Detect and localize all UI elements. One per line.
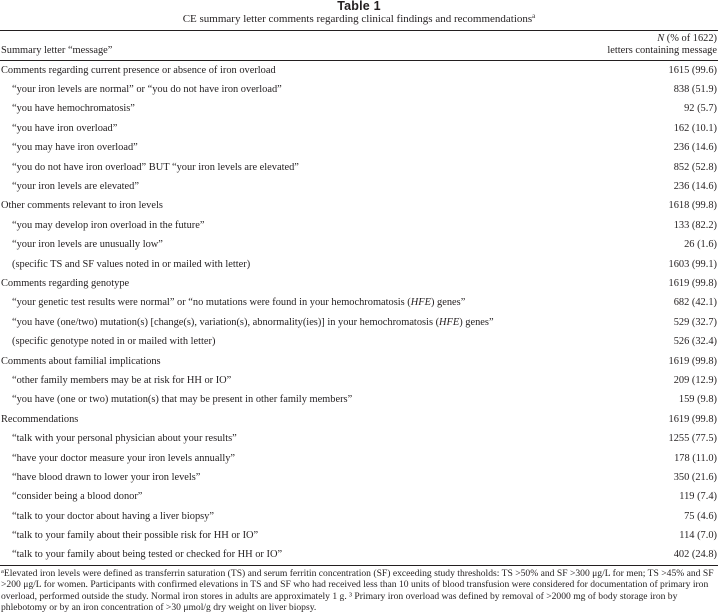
row-count: 526 (32.4)	[673, 336, 717, 348]
table-row	[0, 429, 718, 448]
row-message: “other family members may be at risk for HH or IO”	[12, 374, 232, 386]
table-footnote	[0, 568, 718, 613]
summary-table	[0, 30, 718, 566]
table-row	[0, 391, 718, 410]
row-count: 1619 (99.8)	[668, 355, 717, 367]
row-message: “you have hemochromatosis”	[12, 103, 135, 115]
table-row	[0, 332, 718, 351]
table-row	[0, 546, 718, 566]
row-count: 838 (51.9)	[673, 84, 717, 96]
footnote-text: Elevated iron levels were defined as transferrin saturation (TS) and serum ferritin concentration (SF) exceeding study thresholds: TS >50% and SF >300 μg/L for men; TS >45% and SF >200 μg/L for women. Participants with confirmed elevations in TS and SF who had received less than 10 units of blood transfusion were considered for documentation of primary iron overload, performed outside the study. Normal iron stores in adults are approximately 1 g. ³ Primary iron overload was defined by removal of >2000 mg of body storage iron by phlebotomy or by an iron concentration of >30 μmol/g dry weight on liver biopsy.	[1, 568, 714, 613]
row-message: Comments regarding genotype	[1, 277, 130, 289]
table-row	[0, 80, 718, 99]
table-section-row	[0, 197, 718, 216]
table-section-row	[0, 274, 718, 293]
row-message: Other comments relevant to iron levels	[1, 200, 163, 212]
row-count: 1619 (99.8)	[668, 413, 717, 425]
table-row	[0, 255, 718, 274]
row-message: “you may develop iron overload in the future”	[12, 219, 205, 231]
row-count: 26 (1.6)	[684, 239, 717, 251]
table-section-row	[0, 61, 718, 81]
row-count: 350 (21.6)	[673, 471, 717, 483]
row-message: “talk with your personal physician about your results”	[12, 433, 237, 445]
header-percent-label: (% of 1622)	[664, 33, 717, 44]
table-section-row	[0, 352, 718, 371]
row-message: Comments regarding current presence or absence of iron overload	[1, 64, 276, 76]
row-message: “consider being a blood donor”	[12, 491, 143, 503]
row-count: 159 (9.8)	[678, 394, 717, 406]
table-row	[0, 177, 718, 196]
row-message: “have blood drawn to lower your iron levels”	[12, 471, 201, 483]
row-message: “your iron levels are unusually low”	[12, 239, 163, 251]
table-row	[0, 313, 718, 332]
table-section-row	[0, 410, 718, 429]
header-count-line2: letters containing message	[607, 45, 717, 56]
row-count: 529 (32.7)	[673, 316, 717, 328]
row-count: 1255 (77.5)	[668, 433, 717, 445]
row-count: 852 (52.8)	[673, 161, 717, 173]
header-n-symbol: N	[657, 33, 665, 44]
row-count: 1603 (99.1)	[668, 258, 717, 270]
row-count: 92 (5.7)	[684, 103, 717, 115]
table-row	[0, 294, 718, 313]
table-row	[0, 526, 718, 545]
row-message: (specific TS and SF values noted in or mailed with letter)	[12, 258, 251, 270]
table-row	[0, 139, 718, 158]
row-message: “your genetic test results were normal” or “no mutations were found in your hemochromatosis (HFE) genes”	[12, 297, 466, 309]
row-message: “you have (one or two) mutation(s) that may be present in other family members”	[12, 394, 353, 406]
caption-text: CE summary letter comments regarding clinical findings and recommendations	[182, 13, 533, 25]
table-label: Table 1	[337, 0, 381, 13]
row-count: 1615 (99.6)	[668, 64, 717, 76]
row-message: Recommendations	[1, 413, 79, 425]
table-row	[0, 371, 718, 390]
row-count: 236 (14.6)	[673, 181, 717, 193]
row-count: 236 (14.6)	[673, 142, 717, 154]
gene-symbol: HFE	[410, 297, 431, 309]
table-row	[0, 216, 718, 235]
row-count: 75 (4.6)	[684, 510, 717, 522]
row-message: “talk to your family about their possible risk for HH or IO”	[12, 530, 259, 542]
row-count: 178 (11.0)	[674, 452, 717, 464]
row-count: 1619 (99.8)	[668, 277, 717, 289]
row-message: “talk to your family about being tested or checked for HH or IO”	[0, 546, 585, 566]
row-count: 682 (42.1)	[673, 297, 717, 309]
row-count: 402 (24.8)	[585, 546, 718, 566]
header-count	[585, 31, 718, 61]
footnote-marker: a	[1, 568, 4, 576]
gene-symbol: HFE	[439, 316, 460, 328]
table-row	[0, 100, 718, 119]
table-row	[0, 468, 718, 487]
row-message: “you have (one/two) mutation(s) [change(s), variation(s), abnormality(ies)] in your hemochromatosis (HFE) genes”	[12, 316, 494, 328]
table-row	[0, 236, 718, 255]
header-message: Summary letter “message”	[0, 31, 585, 61]
row-message: Comments about familial implications	[1, 355, 161, 367]
row-message: “your iron levels are elevated”	[12, 181, 139, 193]
table-row	[0, 449, 718, 468]
row-message: “talk to your doctor about having a liver biopsy”	[12, 510, 214, 522]
row-message: (specific genotype noted in or mailed with letter)	[12, 336, 216, 348]
row-count: 162 (10.1)	[673, 122, 717, 134]
table-row	[0, 488, 718, 507]
row-message: “you may have iron overload”	[12, 142, 138, 154]
table-row	[0, 119, 718, 138]
row-message: “your iron levels are normal” or “you do not have iron overload”	[12, 84, 282, 96]
row-count: 114 (7.0)	[679, 530, 717, 542]
row-count: 119 (7.4)	[679, 491, 717, 503]
row-count: 133 (82.2)	[673, 219, 717, 231]
row-message: “you do not have iron overload” BUT “your iron levels are elevated”	[12, 161, 299, 173]
table-body	[0, 61, 718, 566]
row-count: 209 (12.9)	[673, 374, 717, 386]
caption-footnote-marker: a	[532, 12, 536, 20]
row-count: 1618 (99.8)	[668, 200, 717, 212]
table-row	[0, 158, 718, 177]
row-message: “have your doctor measure your iron levels annually”	[12, 452, 236, 464]
table-row	[0, 507, 718, 526]
header-row	[0, 31, 718, 61]
row-message: “you have iron overload”	[12, 122, 118, 134]
table-caption	[0, 13, 718, 26]
